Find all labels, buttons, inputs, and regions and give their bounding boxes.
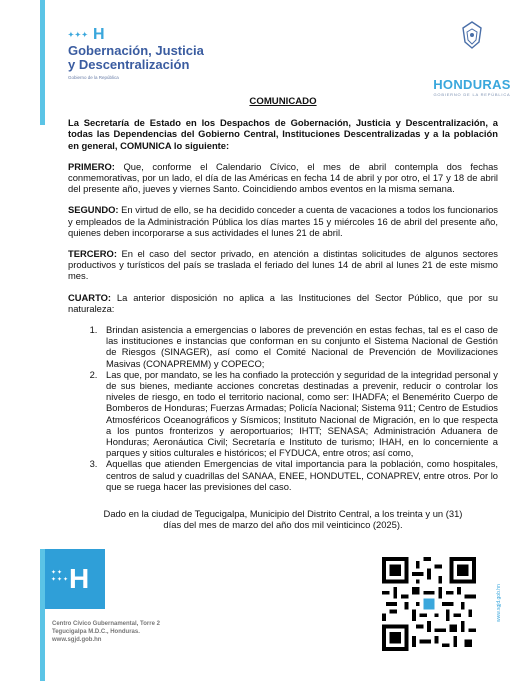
list-item: 2. Las que, por mandato, se les ha confiado la protección y seguridad de la integridad personal y de sus bienes, mediante acciones concretas destinadas a prevenir, reducir o controlar los niveles de riesgo, en todo el territorio nacional, como ser: IHADFA; el Benemérito Cuerpo de Bomberos de Honduras; Fuerzas Armadas; Policía Nacional; Sistema 911; Centro de Estudios Atmosféricos Oceanográficos y Sísmicos; Instituto Nacional de Migración, en lo que respecta a los puntos fronterizos y aeroportuarios; IHTT; SENASA; Administración Aduanera de Honduras; Aeronáutica Civil; Secretaría e Instituto de turismo; IHAH, en lo concerniente a parques y sitios culturales e históricos; el FYDUCA, entre otros; así como, bbox=[100, 369, 498, 459]
intro-paragraph: La Secretaría de Estado en los Despachos de Gobernación, Justicia y Descentralización, a todas las Dependencias del Gobierno Central, Instituciones Descentralizadas y a la población en general, COMUNICA lo siguiente: bbox=[68, 117, 498, 151]
communique-body bbox=[68, 96, 498, 540]
closing-paragraph: Dado en la ciudad de Tegucigalpa, Municipio del Distrito Central, a los treinta y un (31) días del mes de marzo del año dos mil veinticinco (2025). bbox=[103, 508, 463, 531]
list-item: 1. Brindan asistencia a emergencias o labores de prevención en estas fechas, tal es el caso de las instituciones e instancias que conforman en su conjunto el Sistema Nacional de Gestión de Riesgos (SINAGER), así como el Comité Nacional de Prevención de Movilizaciones Masivas (CONAPREMM) y COPECO; bbox=[100, 324, 498, 369]
country-name: HONDURAS bbox=[433, 77, 511, 92]
primero-text: Que, conforme el Calendario Cívico, el mes de abril contempla dos fechas conmemorativas, por un lado, el día de las Américas en fecha 14 de abril y por otro, el 17 y 18 de abril del presente año, jueves y viernes Santo. Coincidiendo ambos eventos en la misma semana. bbox=[68, 160, 498, 195]
h-logo-icon: H bbox=[69, 563, 90, 594]
exceptions-list bbox=[68, 324, 498, 492]
qr-url: www.sgjd.gob.hn bbox=[496, 584, 502, 622]
segundo-paragraph bbox=[68, 204, 498, 238]
address-line: Centro Cívico Gubernamental, Torre 2 bbox=[52, 621, 160, 627]
segundo-label: SEGUNDO: bbox=[68, 204, 119, 216]
qr-code-icon[interactable] bbox=[382, 557, 476, 651]
ministry-logo bbox=[68, 26, 204, 80]
primero-label: PRIMERO: bbox=[68, 160, 115, 172]
tercero-text: En el caso del sector privado, en atención a distintas solicitudes de algunos sectores productivos y turísticos del país se traslada el feriado del lunes 14 de abril al lunes 21 de este mismo mes. bbox=[68, 248, 498, 282]
cuarto-paragraph bbox=[68, 292, 498, 314]
list-item: 3. Aquellas que atienden Emergencias de vital importancia para la población, como hospitales, centros de salud y cuadrillas del SANAA, ENEE, HONDUTEL, CONAPREV, entre otros. Por lo que se ruega hacer las previsiones del caso. bbox=[100, 458, 498, 492]
country-tagline: GOBIERNO DE LA REPÚBLICA bbox=[433, 92, 511, 97]
primero-paragraph bbox=[68, 161, 498, 195]
stars-icon: ✦✦ ✦✦✦ bbox=[51, 570, 70, 583]
cuarto-label: CUARTO: bbox=[68, 291, 112, 303]
coat-of-arms-icon bbox=[459, 20, 485, 50]
footer-address bbox=[52, 620, 160, 644]
document-title: COMUNICADO bbox=[249, 96, 317, 107]
footer-h-logo bbox=[45, 549, 105, 609]
tercero-paragraph bbox=[68, 248, 498, 282]
tercero-label: TERCERO: bbox=[68, 248, 117, 260]
segundo-text: En virtud de ello, se ha decidido conceder a cuenta de vacaciones a todos los funcionarios y empleados de la Administración Pública los días martes 15 y miércoles 16 de abril del presente año, quienes deben incorporarse a sus actividades el lunes 21 de abril. bbox=[68, 204, 498, 238]
org-name-line2: y Descentralización bbox=[68, 57, 190, 72]
website-link[interactable]: www.sgjd.gob.hn bbox=[52, 637, 102, 643]
cuarto-text: La anterior disposición no aplica a las Instituciones del Sector Público, que por su naturaleza: bbox=[68, 291, 498, 314]
org-name-line1: Gobernación, Justicia bbox=[68, 43, 204, 58]
h-logo-icon: ✦✦✦ H bbox=[68, 26, 105, 43]
top-accent-bar bbox=[40, 0, 45, 125]
address-line: Tegucigalpa M.D.C., Honduras. bbox=[52, 629, 140, 635]
org-subtitle: Gobierno de la República bbox=[68, 75, 119, 80]
honduras-logo bbox=[432, 20, 512, 97]
